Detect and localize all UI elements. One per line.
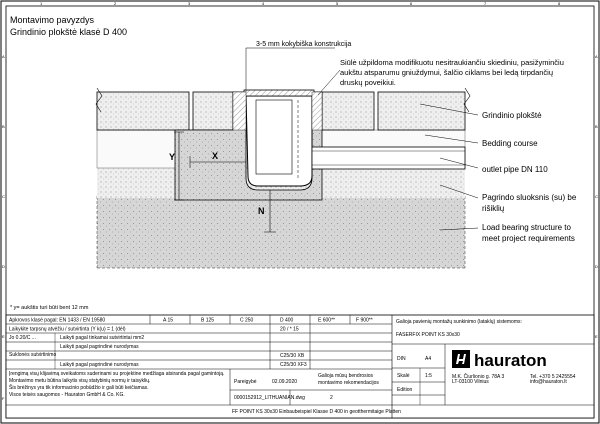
base-label: Pagrindo sluoksnis (su) be rišiklių bbox=[482, 193, 577, 213]
product-header: Galioja pavienių montažų sunkinimo (lataklų) sistemoms: bbox=[396, 319, 522, 325]
load-class-f900: F 900** bbox=[356, 317, 373, 324]
grid-number: 7 bbox=[484, 1, 487, 6]
outlet-label: outlet pipe DN 110 bbox=[482, 165, 548, 174]
phone: Tel. +370 5 2425554 info@hauraton.lt bbox=[530, 374, 576, 385]
date-value: 02.09.2020 bbox=[272, 379, 298, 385]
row2-label: Laikykite tarpsnų atvėžiu / sutvirtinta (Y k(u) = 1 (dėl) bbox=[9, 326, 126, 333]
load-class-a15: A 15 bbox=[163, 317, 174, 324]
grid-number: 5 bbox=[336, 1, 339, 6]
grid-number: 1 bbox=[40, 1, 43, 6]
load-class-b125: B 125 bbox=[201, 317, 215, 324]
sealant-joint bbox=[233, 92, 246, 130]
grid-letter: F bbox=[2, 396, 5, 401]
row3-left: Jo 0.20/C ... bbox=[9, 335, 36, 341]
row5-text: Laikyti pagal pagrindinė nurodymas bbox=[60, 362, 139, 368]
scale-label: Skalė bbox=[397, 373, 410, 379]
load-class-c250: C 250 bbox=[240, 317, 254, 324]
bedding-label: Bedding course bbox=[482, 139, 538, 148]
edition-label: Edition bbox=[397, 387, 413, 393]
grid-number: 8 bbox=[558, 1, 561, 6]
load-label: Load bearing structure to meet project requirements bbox=[482, 223, 575, 243]
load-class-e600: E 600** bbox=[318, 317, 335, 324]
drawing-title-line1: Montavimo pavyzdys bbox=[10, 15, 95, 25]
paving-plate-right bbox=[378, 92, 465, 130]
sediment-bucket bbox=[256, 100, 292, 174]
load-class-label: Apkrovos klasė pagal: EN 1433 / EN 19580 bbox=[9, 317, 106, 324]
scale-value: 1:5 bbox=[425, 373, 432, 379]
grid-number: 3 bbox=[188, 1, 191, 6]
row4-text: Laikyti pagal pagrindinė nurodymas bbox=[60, 344, 139, 350]
grid-letter: A bbox=[595, 54, 598, 59]
sealant-note: Siūlė užpildoma modifikuotu nesitraukiančiu skiediniu, pasižyminčiu aukštu atsparumu gniuždymui, šalčio ciklams bei ledą tirpdančių druskų poveikiui. bbox=[340, 58, 564, 87]
notes: Įrengimą visų klijavimą sveikatoms suderinami su projektine medžiaga atsiranda pagal gamintoją. Montavimo metu būtina laikytis visų statybinių normų ir taisyklių. Šis brėžinys yra tik informacinio pobūdžio ir gali būti keičiamas. Visos teisės saugomos - Hauraton GmbH & Co. KG. bbox=[9, 371, 225, 398]
footnote: * y= aukštis turi būti bent 12 mm bbox=[10, 305, 89, 311]
row4-left: Suklonės sutvirtinimo bbox=[9, 352, 57, 358]
dimension-n-label: N bbox=[258, 206, 265, 216]
validity-note: Galioja mūsų bendrosios montavimo rekomendacijos bbox=[318, 373, 379, 386]
row3-text: Laikyti pagal tinkamai sutvirtintai mm2 bbox=[60, 335, 145, 341]
dimension-x-label: X bbox=[212, 151, 219, 161]
address: M.K. Čiurlionio g. 78A 3 LT-03100 Vilnius bbox=[452, 374, 505, 385]
grid-number: 4 bbox=[262, 1, 265, 6]
page-number: 2 bbox=[330, 395, 333, 401]
outlet-pipe bbox=[312, 147, 465, 169]
paving-plate-mid-right bbox=[322, 92, 374, 130]
grid-letter: B bbox=[595, 124, 598, 129]
hauraton-logo bbox=[452, 350, 547, 370]
paving-plate-left bbox=[97, 92, 189, 130]
din-value: A4 bbox=[425, 356, 432, 362]
grid-letter: E bbox=[2, 334, 5, 339]
sealant-joint bbox=[312, 92, 322, 130]
grid-letter: E bbox=[595, 334, 598, 339]
din-label: DIN bbox=[397, 356, 406, 362]
product-name: FASERFIX POINT KS 30x30 bbox=[396, 332, 460, 338]
grid-letter: D bbox=[2, 264, 5, 269]
dimension-y-label: Y bbox=[169, 152, 176, 162]
load-class-d400: D 400 bbox=[280, 317, 294, 324]
grid-letter: A bbox=[2, 54, 5, 59]
load-bearing-layer bbox=[97, 196, 465, 268]
drawing-id: 0000152912_LITHUANIAN.dwg bbox=[234, 395, 305, 401]
drawing-title-line2: Grindinio plokštė klasė D 400 bbox=[10, 27, 128, 37]
paving-plate-mid-left bbox=[193, 92, 233, 130]
row4-d400: C25/30 XB bbox=[280, 353, 305, 359]
grid-number: 6 bbox=[410, 1, 413, 6]
footer-title: FF POINT KS 30x30 Einbaubeispiel Klasse D 400 in geotthermitaige Platten bbox=[232, 409, 401, 415]
pareigybe-label: Pareigybė bbox=[234, 379, 257, 385]
grid-letter: B bbox=[2, 124, 5, 129]
row2-d400: 20 / * 15 bbox=[280, 326, 299, 333]
grid-letter: C bbox=[595, 194, 598, 199]
top-label: 3-5 mm kokybiška konstrukcija bbox=[256, 41, 352, 48]
grid-number: 2 bbox=[114, 1, 117, 6]
row5-d400: C25/30 XF3 bbox=[280, 362, 307, 368]
grid-letter: D bbox=[595, 264, 598, 269]
drain-grating bbox=[244, 90, 314, 96]
grid-letter: C bbox=[2, 194, 5, 199]
logo-wordmark: hauraton bbox=[474, 351, 547, 370]
paving-label: Grindinio plokštė bbox=[482, 111, 542, 120]
